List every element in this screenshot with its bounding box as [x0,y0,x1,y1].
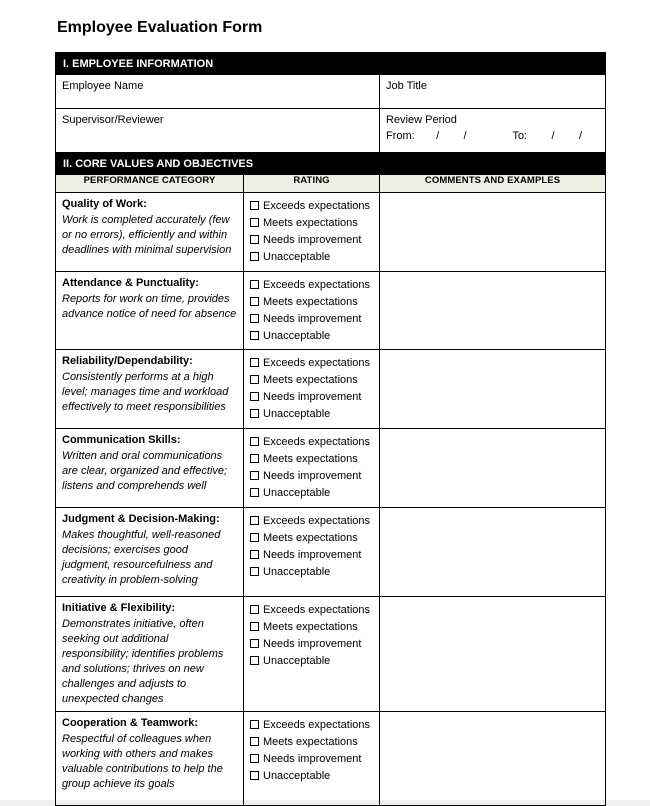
col-header-comments: COMMENTS AND EXAMPLES [380,175,606,193]
checkbox-icon[interactable] [250,252,259,261]
comments-field[interactable] [380,429,606,508]
rating-option-label: Needs improvement [263,313,362,325]
comments-field[interactable] [380,597,606,712]
rating-option[interactable] [250,277,379,294]
category-cell [56,193,244,272]
category-cell [56,272,244,350]
rating-cell [244,712,380,806]
checkbox-icon[interactable] [250,409,259,418]
rating-option[interactable] [250,513,379,530]
checkbox-icon[interactable] [250,550,259,559]
category-description: Demonstrates initiative, often seeking out additional responsibility; identifies problems and solutions; thrives on new challenges and adjusts to unexpected changes [62,618,224,705]
review-period-dates: From: / / To: / / [386,130,583,142]
rating-option[interactable] [250,751,379,768]
rating-option[interactable] [250,294,379,311]
section-employee-info [56,53,606,75]
checkbox-icon[interactable] [250,358,259,367]
rating-option[interactable] [250,564,379,581]
checkbox-icon[interactable] [250,605,259,614]
checkbox-icon[interactable] [250,392,259,401]
rating-option-label: Meets expectations [263,532,358,544]
rating-option-label: Exceeds expectations [263,357,371,369]
checkbox-icon[interactable] [250,737,259,746]
rating-option-label: Meets expectations [263,621,358,633]
form-title: Employee Evaluation Form [57,19,263,36]
section-core-values [56,153,606,175]
category-cell [56,350,244,429]
rating-option-label: Needs improvement [263,753,362,765]
rating-cell [244,350,380,429]
category-row [56,350,606,429]
supervisor-field[interactable] [56,109,380,153]
review-period-field[interactable] [380,109,606,153]
category-row [56,272,606,350]
rating-option[interactable] [250,355,379,372]
checkbox-icon[interactable] [250,754,259,763]
rating-option[interactable] [250,530,379,547]
category-title: Reliability/Dependability: [62,355,193,367]
category-cell [56,429,244,508]
checkbox-icon[interactable] [250,454,259,463]
rating-option[interactable] [250,619,379,636]
checkbox-icon[interactable] [250,567,259,576]
category-row [56,429,606,508]
rating-cell [244,429,380,508]
category-cell [56,508,244,597]
rating-option[interactable] [250,468,379,485]
category-row [56,193,606,272]
rating-cell [244,508,380,597]
rating-option[interactable] [250,653,379,670]
category-title: Communication Skills: [62,434,181,446]
rating-option[interactable] [250,215,379,232]
category-description: Work is completed accurately (few or no errors), efficiently and within deadlines with minimal supervision [62,214,232,256]
comments-field[interactable] [380,350,606,429]
rating-option-label: Meets expectations [263,453,358,465]
section-heading: II. CORE VALUES AND OBJECTIVES [56,153,606,175]
employee-name-label: Employee Name [62,80,144,92]
rating-option-label: Exceeds expectations [263,200,371,212]
rating-option-label: Meets expectations [263,374,358,386]
category-title: Quality of Work: [62,198,147,210]
rating-option[interactable] [250,485,379,502]
rating-option[interactable] [250,547,379,564]
rating-option-label: Exceeds expectations [263,604,371,616]
rating-option[interactable] [250,198,379,215]
checkbox-icon[interactable] [250,720,259,729]
rating-cell [244,193,380,272]
rating-option[interactable] [250,249,379,266]
checkbox-icon[interactable] [250,314,259,323]
checkbox-icon[interactable] [250,639,259,648]
category-title: Cooperation & Teamwork: [62,717,199,729]
category-description: Respectful of colleagues when working with others and makes valuable contributions to help the group achieve its goals [62,733,223,790]
rating-option-label: Needs improvement [263,470,362,482]
category-description: Written and oral communications are clear, organized and effective; listens and comprehends well [62,450,228,492]
comments-field[interactable] [380,508,606,597]
category-description: Makes thoughtful, well-reasoned decisions; exercises good judgment, resourcefulness and creativity in problem-solving [62,529,221,586]
rating-option[interactable] [250,636,379,653]
rating-option[interactable] [250,768,379,785]
rating-option-label: Exceeds expectations [263,279,371,291]
checkbox-icon[interactable] [250,471,259,480]
supervisor-label: Supervisor/Reviewer [62,114,164,126]
col-header-category: PERFORMANCE CATEGORY [56,175,244,193]
rating-option[interactable] [250,311,379,328]
rating-option-label: Unacceptable [263,655,331,667]
rating-option[interactable] [250,372,379,389]
rating-option-label: Needs improvement [263,638,362,650]
checkbox-icon[interactable] [250,488,259,497]
category-cell [56,597,244,712]
col-header-rating: RATING [244,175,380,193]
checkbox-icon[interactable] [250,533,259,542]
category-description: Reports for work on time, provides advance notice of need for absence [62,293,237,320]
checkbox-icon[interactable] [250,437,259,446]
checkbox-icon[interactable] [250,218,259,227]
job-title-field[interactable] [380,75,606,109]
review-period-label: Review Period [386,114,457,126]
rating-option-label: Unacceptable [263,770,331,782]
rating-option[interactable] [250,389,379,406]
category-title: Attendance & Punctuality: [62,277,199,289]
checkbox-icon[interactable] [250,201,259,210]
rating-option-label: Unacceptable [263,487,331,499]
checkbox-icon[interactable] [250,622,259,631]
rating-option-label: Exceeds expectations [263,515,371,527]
comments-field[interactable] [380,272,606,350]
rating-option-label: Needs improvement [263,391,362,403]
category-description: Consistently performs at a high level; manages time and workload effectively to meet responsibilities [62,371,229,413]
category-row [56,712,606,806]
rating-option-label: Unacceptable [263,566,331,578]
section-heading: I. EMPLOYEE INFORMATION [56,53,606,75]
info-row-1 [56,75,606,109]
rating-option-label: Meets expectations [263,736,358,748]
column-header-row [56,175,606,193]
rating-option[interactable] [250,451,379,468]
checkbox-icon[interactable] [250,656,259,665]
rating-cell [244,597,380,712]
rating-option[interactable] [250,232,379,249]
checkbox-icon[interactable] [250,771,259,780]
category-title: Initiative & Flexibility: [62,602,176,614]
info-row-2 [56,109,606,153]
category-cell [56,712,244,806]
comments-field[interactable] [380,193,606,272]
checkbox-icon[interactable] [250,516,259,525]
rating-option[interactable] [250,717,379,734]
rating-option-label: Unacceptable [263,408,331,420]
rating-option-label: Exceeds expectations [263,436,371,448]
rating-option[interactable] [250,602,379,619]
checkbox-icon[interactable] [250,331,259,340]
checkbox-icon[interactable] [250,235,259,244]
rating-option-label: Unacceptable [263,251,331,263]
rating-option[interactable] [250,328,379,345]
rating-option-label: Unacceptable [263,330,331,342]
rating-option[interactable] [250,734,379,751]
evaluation-table [55,52,606,806]
rating-option[interactable] [250,406,379,423]
checkbox-icon[interactable] [250,280,259,289]
job-title-label: Job Title [386,80,427,92]
category-row [56,597,606,712]
rating-cell [244,272,380,350]
rating-option-label: Exceeds expectations [263,719,371,731]
comments-field[interactable] [380,712,606,806]
rating-option-label: Meets expectations [263,296,358,308]
category-title: Judgment & Decision-Making: [62,513,220,525]
employee-name-field[interactable] [56,75,380,109]
rating-option-label: Needs improvement [263,549,362,561]
rating-option[interactable] [250,434,379,451]
rating-option-label: Needs improvement [263,234,362,246]
checkbox-icon[interactable] [250,375,259,384]
checkbox-icon[interactable] [250,297,259,306]
category-row [56,508,606,597]
rating-option-label: Meets expectations [263,217,358,229]
